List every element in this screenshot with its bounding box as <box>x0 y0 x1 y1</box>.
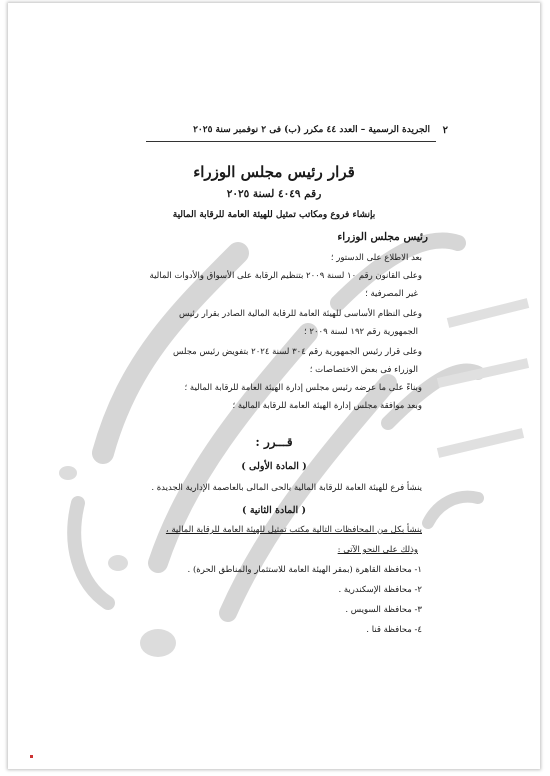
article-1-text: ينشأ فرع للهيئة العامة للرقابة المالية بالحى المالى بالعاصمة الإدارية الجديدة . <box>151 483 422 493</box>
article-2-text: ينشأ بكل من المحافظات التالية مكتب تمثيل للهيئة العامة للرقابة المالية ، <box>165 525 422 535</box>
decree-title: قرار رئيس مجلس الوزراء <box>193 163 355 181</box>
list-item: ١- محافظة القاهرة (بمقر الهيئة العامة للاستثمار والمناطق الحرة) . <box>187 565 422 575</box>
article-2-heading: ( المادة الثانية ) <box>242 505 306 516</box>
decree-number: رقم ٤٠٤٩ لسنة ٢٠٢٥ <box>226 188 322 200</box>
preamble-line: الوزراء فى بعض الاختصاصات ؛ <box>309 365 418 375</box>
preamble-line: بعد الاطلاع على الدستور ؛ <box>330 253 422 263</box>
article-1-heading: ( المادة الأولى ) <box>241 461 307 472</box>
preamble-line: غير المصرفية ؛ <box>365 289 418 299</box>
decided-heading: قـــرر : <box>255 435 293 449</box>
preamble-line: وعلى القانون رقم ١٠ لسنة ٢٠٠٩ بتنظيم الرقابة على الأسواق والأدوات المالية <box>149 271 422 281</box>
list-item: ٤- محافظة قنا . <box>366 625 422 635</box>
header-rule <box>146 141 436 142</box>
issuer-heading: رئيس مجلس الوزراء <box>337 231 428 243</box>
corner-mark <box>30 755 33 758</box>
decree-purpose: بإنشاء فروع ومكاتب تمثيل للهيئة العامة للرقابة المالية <box>172 210 376 220</box>
preamble-line: وبناءً على ما عرضه رئيس مجلس إدارة الهيئة العامة للرقابة المالية ؛ <box>184 383 422 393</box>
gazette-header: الجريدة الرسمية – العدد ٤٤ مكرر (ب) فى ٢ نوفمبر سنة ٢٠٢٥ <box>193 125 430 135</box>
list-item: ٣- محافظة السويس . <box>345 605 422 615</box>
preamble-line: وبعد موافقة مجلس إدارة الهيئة العامة للرقابة المالية ؛ <box>232 401 422 411</box>
article-2-intro: وذلك على النحو الآتى : <box>337 545 418 555</box>
preamble-line: وعلى النظام الأساسى للهيئة العامة للرقابة المالية الصادر بقرار رئيس <box>179 309 422 319</box>
document-page <box>8 3 540 769</box>
preamble-line: وعلى قرار رئيس الجمهورية رقم ٣٠٤ لسنة ٢٠٢٤ بتفويض رئيس مجلس <box>173 347 422 357</box>
preamble-line: الجمهورية رقم ١٩٢ لسنة ٢٠٠٩ ؛ <box>304 327 418 337</box>
list-item: ٢- محافظة الإسكندرية . <box>338 585 422 595</box>
page-number: ٢ <box>442 125 448 136</box>
